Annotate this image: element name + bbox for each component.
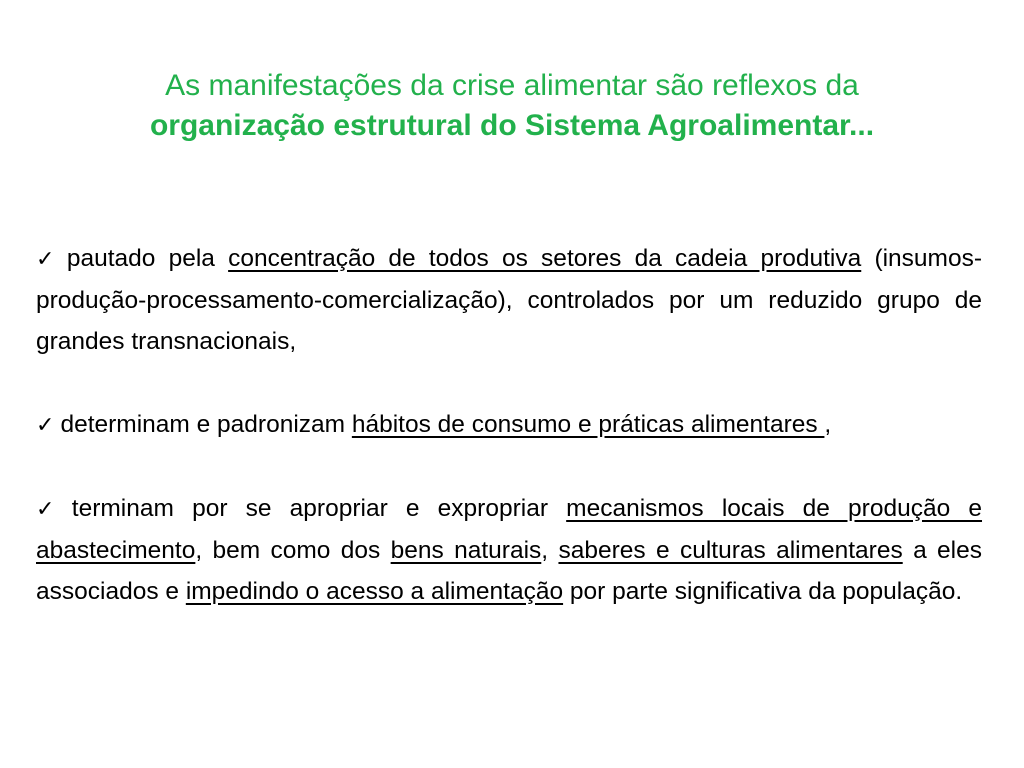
- bullet-1-text-1: pautado pela: [66, 245, 229, 272]
- check-icon: ✓: [36, 497, 66, 522]
- bullet-3-text-5: por parte significativa da população.: [563, 578, 963, 605]
- bullet-1-underlined-1: concentração de todos os setores da cadeia produtiva: [228, 245, 862, 272]
- bullet-1-text-2: (insumos-produção-processamento-comercialização), controlados por um reduzido grupo de grandes transnacionais,: [36, 245, 982, 355]
- bullet-3-underlined-3: saberes e culturas alimentares: [558, 537, 903, 564]
- bullet-2-text-2: ,: [824, 411, 832, 438]
- bullet-2-text-1: determinam e padronizam: [60, 411, 352, 438]
- bullet-item-1: [36, 238, 982, 362]
- bullet-3-text-3: ,: [541, 537, 559, 564]
- bullet-3-text-2: , bem como dos: [195, 537, 391, 564]
- bullet-3-underlined-2: bens naturais: [390, 537, 542, 564]
- title-line-2: organização estrutural do Sistema Agroalimentar...: [149, 109, 875, 142]
- slide-body: [36, 238, 982, 654]
- bullet-3-underlined-1: mecanismos locais de produção e abastecimento: [36, 495, 983, 564]
- slide-title: [40, 66, 984, 146]
- title-line-1: As manifestações da crise alimentar são reflexos da: [165, 69, 859, 102]
- bullet-3-text-1: terminam por se apropriar e expropriar: [71, 495, 567, 522]
- bullet-2-underlined-1: hábitos de consumo e práticas alimentares: [351, 411, 825, 438]
- bullet-3-text-4: a eles associados e: [36, 537, 982, 605]
- check-icon: ✓: [36, 247, 61, 272]
- bullet-3-underlined-4: impedindo o acesso a alimentação: [185, 578, 564, 605]
- bullet-item-2: [36, 404, 982, 446]
- check-icon: ✓: [36, 413, 55, 438]
- bullet-item-3: [36, 488, 982, 612]
